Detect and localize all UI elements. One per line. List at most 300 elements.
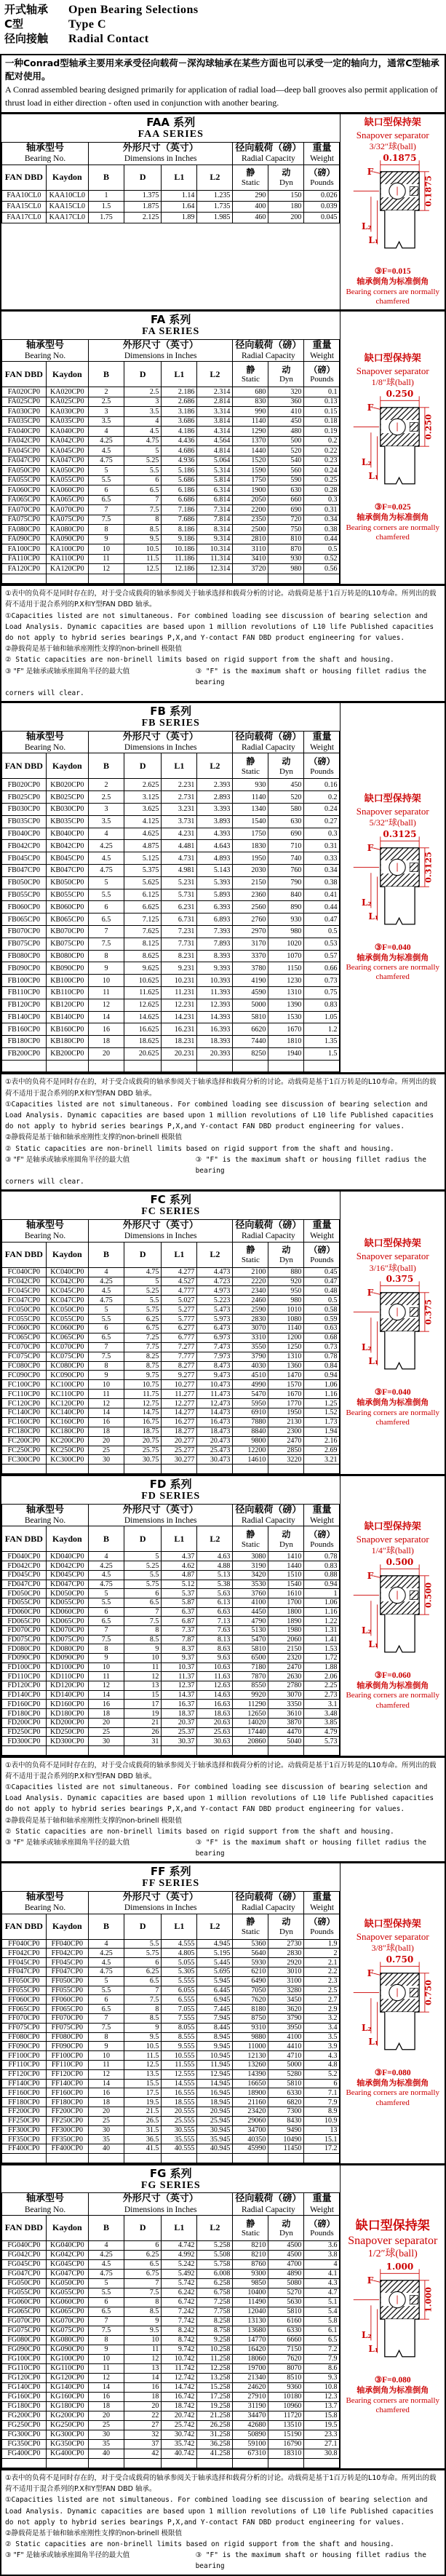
cell: 9.945 [197,2042,233,2051]
table-row [2,1047,340,1060]
cell: 5.5 [124,1570,162,1580]
empty-row [2,1745,340,1755]
cell: 6.87 [162,1617,197,1626]
cell: KD160CP0 [46,1700,88,1709]
cell: 1.06 [304,1380,340,1390]
series-title-zh: FA 系列 [151,312,191,326]
chamfer-note-en: Bearing corners are normally chamfered [346,2088,440,2107]
column-header-cell [233,753,268,779]
l1-label: L₁ [368,2036,378,2047]
table-row [2,2392,340,2401]
cell: 2.186 [162,387,197,397]
cell: 42680 [233,2420,268,2430]
cell: 6.445 [197,1986,233,1995]
faa-series-table [1,142,340,223]
cell: 7.5 [124,2288,162,2297]
cell: 12.277 [162,1399,197,1408]
cell: 1540 [233,815,268,828]
cell: 0.63 [304,1323,340,1333]
cell: 480 [268,427,304,437]
separator-name-zh: 缺口型保持架 [364,1919,421,1930]
cell: FG110CP0 [2,2363,47,2373]
empty-cell [2,1060,47,1072]
cell: FF050CP0 [46,1976,88,1986]
cell: KA025CP0 [46,397,88,407]
cell: FD075CP0 [2,1635,47,1644]
cell: 4.277 [162,1267,197,1277]
cell: KC042CP0 [46,1277,88,1286]
cell: 9 [124,2316,162,2326]
table-row [2,1561,340,1571]
series-sections [0,114,446,2575]
cell: 5.195 [197,1949,233,1958]
cell: 4.731 [162,852,197,865]
cell: 7300 [268,2107,304,2116]
footnote-line: ② Static capacities are non-brinell limits based on rigid support from the shaft and housing. [5,1144,394,1153]
cell: 7.973 [197,1352,233,1361]
bearing-diagram-wrap [352,829,434,940]
cell: 30.75 [124,1455,162,1465]
cell: 1440 [268,1561,304,1571]
cell: KD200CP0 [46,1718,88,1727]
cell: 11.5 [124,2051,162,2061]
cell: FB160CP0 [2,1023,47,1036]
l2-label: L₂ [361,2022,372,2033]
series-title-en: FG SERIES [140,2179,201,2191]
cell: 0.3 [304,495,340,505]
empty-cell [162,1060,197,1072]
cell: 8 [124,1625,162,1635]
cell: 2050 [233,495,268,505]
l2-label: L₂ [361,221,372,231]
cell: 5.492 [162,2269,197,2278]
l2-label: L₂ [361,1341,372,1352]
column-header-cell: D [124,165,162,190]
cell: 0.56 [304,564,340,574]
cell: 630 [268,486,304,496]
cell: 15190 [268,2430,304,2439]
cell: 0.33 [304,852,340,865]
cell: 5.2 [304,2069,340,2079]
cell: 6.393 [197,901,233,914]
group-header-cell [233,1892,304,1914]
cell: FC055CP0 [2,1315,47,1324]
chamfer-note-zh: 轴承倒角为标准倒角 [357,512,429,522]
cell: FF070CP0 [2,2013,47,2023]
cell: 11290 [233,1700,268,1709]
footnote-line [5,2550,441,2572]
table-row [2,2079,340,2088]
cell: 2.9 [304,2005,340,2014]
cell: 410 [268,407,304,417]
cell: 18.625 [124,1036,162,1048]
cell: 4.992 [162,2250,197,2259]
table-row [2,962,340,975]
column-header-cell: D [124,753,162,779]
header-row-3 [4,32,442,47]
header-zh-radial-contact: 径向接触 [4,32,49,45]
cell: 1.735 [197,201,233,212]
cell: 7.393 [197,925,233,938]
group-header-en: Dimensions in Inches [124,2205,197,2214]
cell: 1.31 [304,1625,340,1635]
cell: FF055CP0 [46,1986,88,1995]
column-header-en: Dyn [279,178,293,187]
table-row [2,840,340,852]
table-row [2,2449,340,2458]
table-row [2,2430,340,2439]
group-header-cell [2,731,89,753]
cell: 6.473 [197,1323,233,1333]
cell: 760 [268,864,304,876]
separator-name-en: Snapover separator [356,1251,429,1262]
cell: 0.19 [304,427,340,437]
column-header-cell [304,1914,340,1939]
column-header-cell: D [124,1914,162,1939]
cell: 4890 [268,2269,304,2278]
cell: 15 [124,1690,162,1700]
cell: 20 [89,2107,124,2116]
cell: 12200 [233,1446,268,1455]
l1-label: L₁ [368,1638,378,1649]
cell: 5.5 [89,1986,124,1995]
cell: FF200CP0 [2,2107,47,2116]
cell: 30 [89,1455,124,1465]
table-row [2,1408,340,1417]
series-section-faa [0,114,446,311]
cell: 0.039 [304,201,340,212]
table-row [2,1286,340,1296]
series-section-fa [0,311,446,585]
cell: FF060CP0 [46,1995,88,2005]
cell: 5.258 [197,2240,233,2250]
f-label: F [367,842,374,853]
cell: 12.5 [124,564,162,574]
column-header-cell [304,753,340,779]
cell: 0.66 [304,962,340,975]
cell: 3.625 [124,803,162,815]
cell: 1.41 [304,1635,340,1644]
cell: 26.5 [124,2116,162,2125]
cell: 8 [89,525,124,535]
cell: 2970 [233,925,268,938]
table-row [2,950,340,962]
empty-cell [233,1060,268,1072]
cell: 6.258 [197,2278,233,2288]
bearing-diagram [352,2262,434,2369]
empty-cell [2,2153,47,2163]
cell: KD080CP0 [46,1644,88,1654]
column-header-zh: 动 [282,1529,291,1540]
cell: 11.742 [162,2363,197,2373]
empty-cell [162,2458,197,2468]
cell: FG300CP0 [2,2430,47,2439]
column-header-cell: Kaydon [46,1914,88,1939]
cell: 3.2 [304,2013,340,2023]
table-row [2,1352,340,1361]
group-header-zh: 径向载荷（磅） [235,339,302,351]
cell: 14390 [233,2069,268,2079]
cell: 7 [89,1342,124,1352]
empty-cell [162,1465,197,1474]
cell: 18 [124,2392,162,2401]
cell: 7.258 [197,2297,233,2307]
cell: 1.05 [304,1011,340,1023]
cell: KD060CP0 [46,1607,88,1617]
cell: 16650 [233,2079,268,2088]
dim-side-label: 1.000 [423,2286,434,2313]
cell: 7.5 [89,938,124,950]
cell: 3.5 [89,815,124,828]
cell: 40350 [233,2135,268,2144]
cell: 1.88 [304,1662,340,1672]
cell: FG040CP0 [2,2240,47,2250]
group-header-zh: 径向载荷（磅） [235,731,302,742]
group-header-row [2,1220,340,1242]
cell: FD300CP0 [2,1737,47,1746]
cell: 3870 [268,1718,304,1727]
cell: 14.63 [197,1690,233,1700]
cell: 4.981 [162,864,197,876]
column-header-cell [233,1526,268,1552]
cell: 20 [89,1718,124,1727]
cell: 4.314 [197,427,233,437]
cell: 10400 [233,2288,268,2297]
cell: FF060CP0 [2,1995,47,2005]
chamfer-note-zh: 轴承倒角为标准倒角 [357,952,429,962]
cell: 5360 [233,1939,268,1949]
cell: FC180CP0 [2,1427,47,1436]
cell: 0.34 [304,515,340,525]
cell: 0.1 [304,387,340,397]
group-header-cell [89,1892,233,1914]
cell: 14.393 [197,1011,233,1023]
cell: FC140CP0 [2,1408,47,1417]
cell: FA055CP0 [2,475,47,486]
cell: KA040CP0 [46,427,88,437]
column-header-zh: （磅） [308,2218,335,2229]
separator-panel-fb [341,703,445,1072]
cell: 4 [304,2259,340,2269]
column-header-en: Static [241,2229,260,2238]
cell: 980 [268,1296,304,1305]
cell: 4.25 [89,1277,124,1286]
dim-side-label: 0.750 [423,1979,434,2005]
cell: 1.72 [304,1654,340,1663]
cell: 560 [268,466,304,476]
cell: 660 [268,495,304,505]
cell: 0.5 [304,925,340,938]
column-header-en: Static [241,1927,260,1936]
fillet-radius-note: ③F=0.080 [374,2068,411,2077]
cell: FA090CP0 [2,534,47,544]
table-row [2,1617,340,1626]
cell: 18 [89,1036,124,1048]
table-head [2,339,340,387]
separator-panel-fg [341,2165,445,2468]
cell: 19700 [233,2363,268,2373]
series-title-zh: FB 系列 [150,705,192,718]
cell: 4.5 [89,1286,124,1296]
cell: 4100 [268,2032,304,2042]
cell: 14 [124,2373,162,2382]
group-header-zh: 径向载荷（磅） [235,1892,302,1903]
cell: 18.945 [197,2098,233,2107]
cell: 12.231 [162,999,197,1011]
cell: 740 [268,852,304,865]
cell: FG047CP0 [2,2269,47,2278]
cell: 1070 [268,950,304,962]
cell: KB080CP0 [46,950,88,962]
table-row [2,2411,340,2420]
cell: 6 [89,486,124,496]
table-row [2,1333,340,1342]
cell: 22 [124,2411,162,2420]
fillet-radius-note: ③F=0.025 [374,502,411,512]
cell: FF250CP0 [46,2116,88,2125]
cell: 7.5 [124,1995,162,2005]
cell: 5.625 [124,876,162,889]
group-header-en: Weight [309,154,334,164]
cell: 8.393 [197,950,233,962]
cell: 6 [89,1323,124,1333]
column-header-zh: 动 [282,1917,291,1927]
cell: 3.21 [304,1455,340,1465]
cell: 2.314 [197,387,233,397]
cell: 8 [89,2032,124,2042]
cell: 4.3 [304,2278,340,2288]
cell: 2.814 [197,397,233,407]
cell: 5.242 [162,2259,197,2269]
cell: 0.44 [304,901,340,914]
cell: KA090CP0 [46,534,88,544]
cell: FB180CP0 [2,1036,47,1048]
cell: 2350 [233,515,268,525]
cell: FF065CP0 [2,2005,47,2014]
cell: 25 [89,1446,124,1455]
column-header-cell: FAN DBD [2,1242,47,1267]
cell: FF042CP0 [2,1949,47,1958]
cell: 10 [89,544,124,555]
cell: 7.555 [162,2013,197,2023]
cell: 6.814 [197,495,233,505]
header-row-2 [4,17,442,32]
cell: 7880 [233,1417,268,1427]
cell: 35 [89,2439,124,2449]
group-header-zh: 轴承型号 [26,339,65,351]
cell: 3010 [268,1967,304,1976]
cell: 4.63 [197,1552,233,1561]
cell: 2590 [233,1305,268,1315]
cell: 40.742 [162,2449,197,2458]
cell: 9.258 [197,2335,233,2345]
separator-panel-fd [341,1476,445,1755]
table-head [2,1505,340,1552]
cell: 2.5 [304,1986,340,1995]
ball-size-label: 1/8″球(ball) [371,377,414,388]
cell: 3.9 [304,2042,340,2051]
cell: 41.258 [197,2449,233,2458]
chamfer-note-en: Bearing corners are normally chamfered [346,287,440,306]
cell: FD100CP0 [2,1662,47,1672]
cell: 10490 [268,2135,304,2144]
cell: 12.555 [162,2069,197,2079]
cell: 5.758 [197,2259,233,2269]
cell: 0.48 [304,1286,340,1296]
cell: FB047CP0 [2,864,47,876]
ball-size-label: 3/32″球(ball) [369,141,416,152]
cell: FG042CP0 [2,2250,47,2259]
cell: 25.473 [197,1446,233,1455]
cell: 1.64 [162,201,197,212]
group-header-zh: 径向载荷（磅） [235,1220,302,1232]
cell: 20.393 [197,1047,233,1060]
table-row [2,564,340,574]
cell: 810 [268,534,304,544]
cell: 5.305 [162,1967,197,1976]
cell: 19.258 [197,2401,233,2411]
cell: 6 [124,1589,162,1598]
cell: KB160CP0 [46,1023,88,1036]
dim-side-label: 0.375 [423,1299,434,1325]
cell: KD250CP0 [46,1727,88,1737]
cell: 5.277 [162,1305,197,1315]
cell: 5.5 [89,475,124,486]
bearing-diagram-wrap [352,2262,434,2373]
cell: 14.75 [124,1408,162,1417]
cell: 6.25 [124,1315,162,1324]
cell: 3 [89,407,124,417]
cell: 4.564 [197,436,233,446]
cell: FA025CP0 [2,397,47,407]
separator-panel-ff [341,1863,445,2163]
cell: FG180CP0 [2,2401,47,2411]
cell: 5 [124,446,162,456]
column-header-zh: （磅） [308,1245,335,1256]
column-header-en: Pounds [310,178,334,187]
cell: FD050CP0 [2,1589,47,1598]
cell: 5810 [268,2307,304,2316]
cell: 4450 [233,1607,268,1617]
cell: 2.231 [162,779,197,791]
empty-cell [124,2153,162,2163]
cell: 950 [268,1286,304,1296]
empty-cell [197,2458,233,2468]
column-header-cell: L1 [162,1914,197,1939]
table-body [2,2240,340,2468]
table-row [2,815,340,828]
column-header-zh: 动 [282,756,291,767]
cell: 8.5 [124,2307,162,2316]
cell: 6 [89,2297,124,2307]
cell: 8.125 [124,938,162,950]
table-row [2,1995,340,2005]
chamfer-note-zh: 轴承倒角为标准倒角 [357,1680,429,1690]
cell: 12 [124,1672,162,1681]
cell: 4.5 [124,427,162,437]
cell: 0.026 [304,190,340,201]
cell: 25.277 [162,1446,197,1455]
group-header-zh: 重量 [312,731,332,742]
cell: 200 [268,212,304,223]
group-header-en: Weight [309,1516,334,1526]
cell: 16.555 [162,2088,197,2098]
table-row [2,2107,340,2116]
cell: FG350CP0 [2,2439,47,2449]
group-header-zh: 重量 [312,1220,332,1232]
cell: 1810 [268,1036,304,1048]
table-row [2,2316,340,2326]
